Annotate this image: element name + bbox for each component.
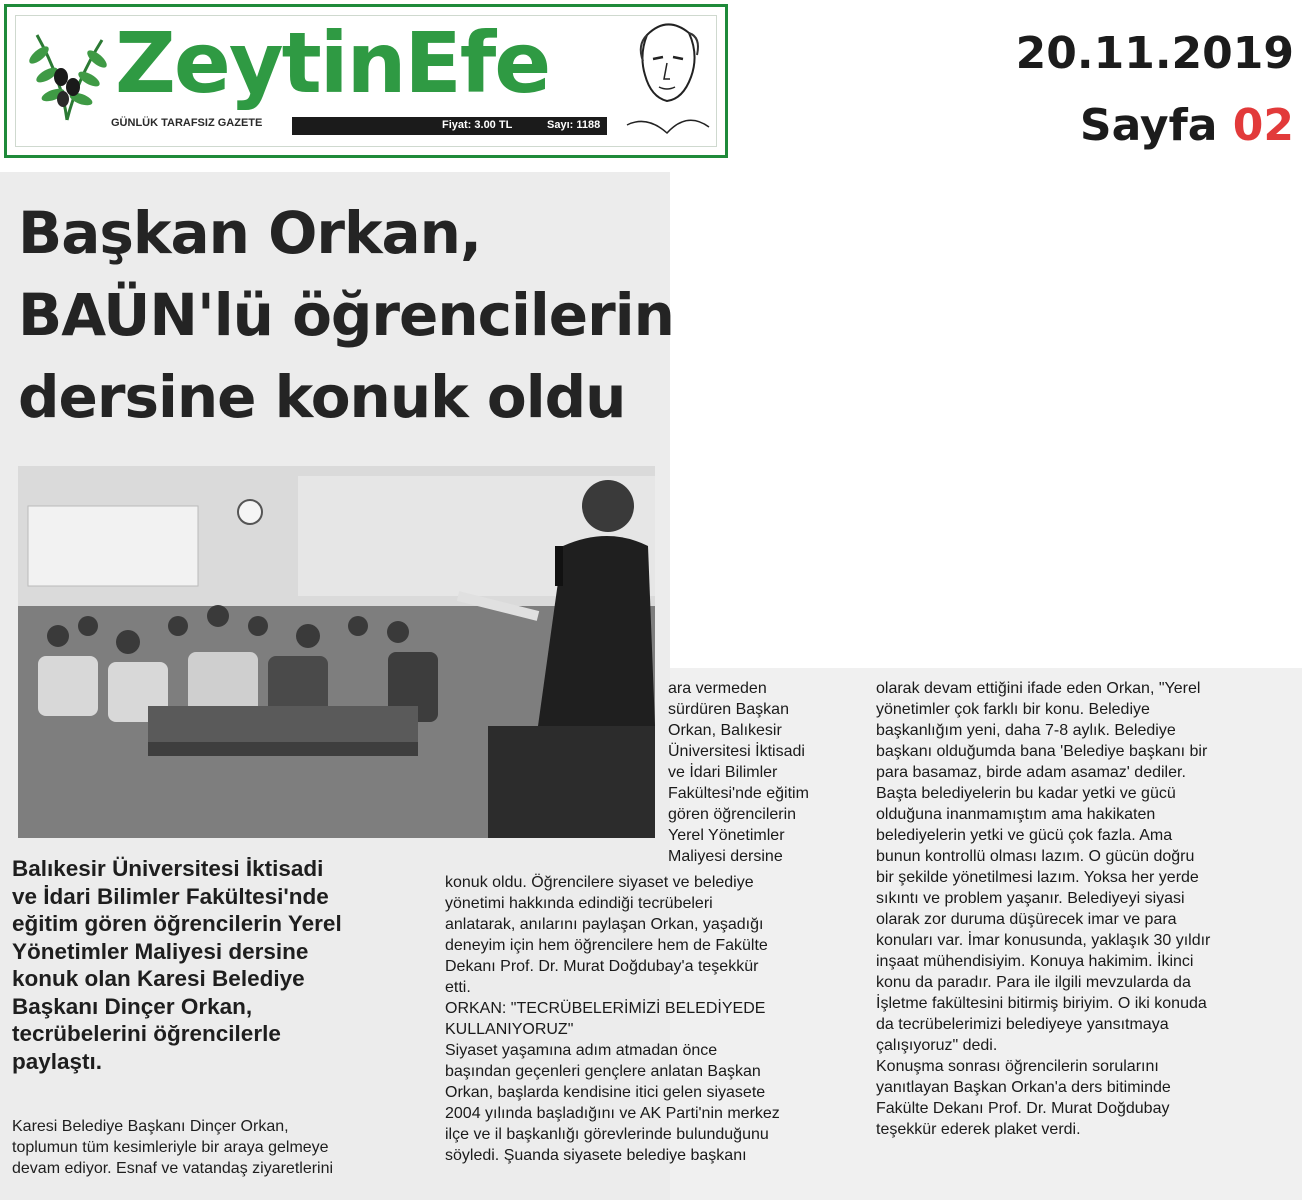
price: Fiyat: 3.00 TL bbox=[442, 119, 513, 131]
tagline: GÜNLÜK TARAFSIZ GAZETE bbox=[111, 117, 263, 129]
body-line: deneyim için hem öğrencilere hem de Fakülte bbox=[445, 937, 768, 954]
body-line: devam ediyor. Esnaf ve vatandaş ziyaretlerini bbox=[12, 1160, 334, 1177]
body-line: sürdüren Başkan bbox=[668, 701, 789, 718]
body-line: ara vermeden bbox=[668, 680, 767, 697]
body-line: çalışıyoruz" dedi. bbox=[876, 1037, 998, 1054]
lead-line: eğitim gören öğrencilerin Yerel bbox=[12, 911, 342, 936]
body-line: başından geçenleri gençlere anlatan Başkan bbox=[445, 1063, 761, 1080]
article-photo bbox=[18, 466, 655, 838]
lead-line: tecrübelerini öğrencilerle bbox=[12, 1021, 281, 1046]
body-line: İşletme fakültesini bitirmiş biriyim. O iki konuda bbox=[876, 995, 1207, 1012]
body-line: Karesi Belediye Başkanı Dinçer Orkan, bbox=[12, 1118, 289, 1135]
publication-date: 20.11.2019 bbox=[1015, 28, 1294, 79]
body-line: bunun kontrollü olması lazım. O gücün doğru bbox=[876, 848, 1195, 865]
lead-line: Balıkesir Üniversitesi İktisadi bbox=[12, 856, 324, 881]
headline-line: Başkan Orkan, bbox=[18, 199, 482, 267]
body-line: Orkan, Balıkesir bbox=[668, 722, 782, 739]
portrait-sketch-icon bbox=[617, 15, 717, 145]
lead-line: ve İdari Bilimler Fakültesi'nde bbox=[12, 883, 329, 909]
page-label: Sayfa bbox=[1079, 100, 1218, 151]
price-bar bbox=[292, 117, 607, 135]
body-line: anlatarak, anılarını paylaşan Orkan, yaşadığı bbox=[445, 916, 764, 933]
body-line: Konuşma sonrası öğrencilerin sorularını bbox=[876, 1058, 1159, 1075]
lead-line: Yönetimler Maliyesi dersine bbox=[12, 938, 309, 964]
body-line: ve İdari Bilimler bbox=[668, 764, 778, 781]
body-line: yönetimi hakkında edindiği tecrübeleri bbox=[445, 895, 713, 912]
article-lead bbox=[12, 855, 412, 1075]
body-line: 2004 yılında başladığını ve AK Parti'nin merkez bbox=[445, 1105, 780, 1122]
issue-number: Sayı: 1188 bbox=[547, 119, 601, 131]
body-line: başkanlığım yeni, daha 7-8 aylık. Belediye bbox=[876, 722, 1176, 739]
body-line: Fakültesi'nde eğitim bbox=[668, 785, 809, 802]
body-line: konu da paradır. Para ile ilgili mevzularda da bbox=[876, 974, 1191, 991]
body-line: ilçe ve il başkanlığı görevlerinde bulunduğunu bbox=[445, 1126, 769, 1143]
headline-line: dersine konuk oldu bbox=[18, 363, 626, 431]
body-line: Başta belediyelerin bu kadar yetki ve gücü bbox=[876, 785, 1176, 802]
body-line: konuları var. İmar konusunda, yaklaşık 30 yıldır bbox=[876, 932, 1211, 949]
body-line: Orkan, başlarda kendisine itici gelen siyasete bbox=[445, 1084, 766, 1101]
lead-line: Başkanı Dinçer Orkan, bbox=[12, 993, 253, 1019]
body-line: Maliyesi dersine bbox=[668, 848, 783, 865]
body-line: belediyelerin yetki ve gücü çok fazla. Ama bbox=[876, 827, 1173, 844]
body-line: söyledi. Şuanda siyasete belediye başkanı bbox=[445, 1147, 747, 1164]
lead-line: paylaştı. bbox=[12, 1048, 103, 1074]
body-line: yönetimler çok farklı bir konu. Belediye bbox=[876, 701, 1150, 718]
body-line: para basamaz, birde adam asamaz' dediler. bbox=[876, 764, 1186, 781]
newspaper-logo: ZeytinEfe bbox=[115, 14, 550, 112]
article-column-1 bbox=[12, 1116, 412, 1179]
body-line: teşekkür ederek plaket verdi. bbox=[876, 1121, 1081, 1138]
body-line: olarak devam ettiğini ifade eden Orkan, "Yerel bbox=[876, 680, 1201, 697]
article-headline bbox=[18, 192, 674, 438]
subheading: KULLANIYORUZ" bbox=[445, 1021, 574, 1038]
body-line: Dekanı Prof. Dr. Murat Doğdubay'a teşekkür bbox=[445, 958, 759, 975]
page-number: 02 bbox=[1232, 100, 1294, 151]
body-line: da tecrübelerimizi belediyeye yansıtmaya bbox=[876, 1016, 1169, 1033]
body-line: inşaat mühendisiyim. Konuya hakimim. İkinci bbox=[876, 953, 1194, 970]
body-line: Siyaset yaşamına adım atmadan önce bbox=[445, 1042, 718, 1059]
body-line: Yerel Yönetimler bbox=[668, 827, 785, 844]
body-line: sıkıntı ve problem yaşanır. Belediyeyi siyasi bbox=[876, 890, 1185, 907]
headline-line: BAÜN'lü öğrencilerin bbox=[18, 281, 674, 349]
body-line: olarak zor duruma düşürecek imar ve para bbox=[876, 911, 1177, 928]
body-line: konuk oldu. Öğrencilere siyaset ve belediye bbox=[445, 874, 754, 891]
page-indicator bbox=[1080, 100, 1294, 151]
body-line: toplumun tüm kesimleriyle bir araya gelmeye bbox=[12, 1139, 329, 1156]
lead-line: konuk olan Karesi Belediye bbox=[12, 966, 305, 991]
body-line: yanıtlayan Başkan Orkan'a ders bitiminde bbox=[876, 1079, 1171, 1096]
olive-branch-icon bbox=[17, 25, 117, 125]
subheading: ORKAN: "TECRÜBELERİMİZİ BELEDİYEDE bbox=[445, 1000, 766, 1017]
body-line: olduğuna inanmamıştım ama hakikaten bbox=[876, 806, 1156, 823]
masthead bbox=[4, 4, 728, 158]
body-line: başkanı olduğumda bana 'Belediye başkanı bir bbox=[876, 743, 1208, 760]
body-line: bir şekilde yönetilmesi lazım. Yoksa her yerde bbox=[876, 869, 1199, 886]
article-column-2 bbox=[445, 872, 780, 1166]
body-line: etti. bbox=[445, 979, 471, 996]
article-column-3 bbox=[876, 678, 1210, 1140]
body-line: gören öğrencilerin bbox=[668, 806, 797, 823]
body-line: Üniversitesi İktisadi bbox=[668, 743, 805, 760]
article-column-2-top bbox=[668, 678, 809, 867]
body-line: Fakülte Dekanı Prof. Dr. Murat Doğdubay bbox=[876, 1100, 1170, 1117]
